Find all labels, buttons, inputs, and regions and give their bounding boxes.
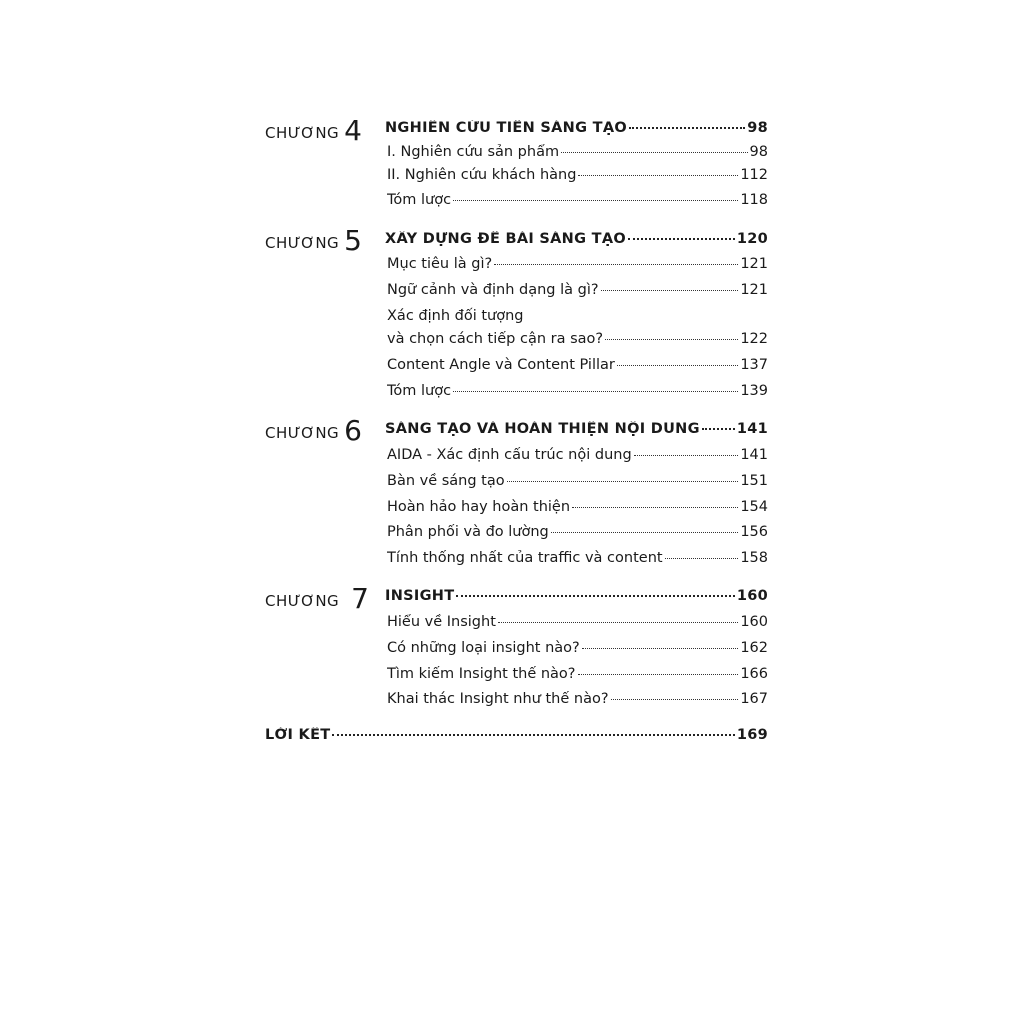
closing-heading[interactable] xyxy=(265,727,768,743)
page-number: 120 xyxy=(736,231,768,247)
dot-leader xyxy=(551,532,739,533)
chapter-label xyxy=(265,412,363,445)
chapter-heading[interactable] xyxy=(385,421,768,437)
page-number: 167 xyxy=(740,691,768,707)
entry-title: Phân phối và đo lường xyxy=(387,524,549,540)
chapter-number: 5 xyxy=(344,224,363,257)
dot-leader xyxy=(605,339,738,340)
chapter-number: 6 xyxy=(344,414,363,447)
toc-entry[interactable] xyxy=(387,331,768,347)
toc-entry[interactable] xyxy=(387,499,768,515)
entry-title: Ngữ cảnh và định dạng là gì? xyxy=(387,282,599,298)
chapter-title: INSIGHT xyxy=(385,588,455,604)
entry-title: I. Nghiên cứu sản phẩm xyxy=(387,144,560,160)
closing-title: LỜI KẾT xyxy=(265,727,331,743)
entry-title: Tóm lược xyxy=(387,192,452,208)
page-number: 118 xyxy=(740,192,768,208)
page-number: 160 xyxy=(740,614,768,630)
toc-entry[interactable] xyxy=(387,282,768,298)
dot-leader xyxy=(572,507,738,508)
entry-title: Content Angle và Content Pillar xyxy=(387,357,615,373)
toc-entry[interactable] xyxy=(387,383,768,399)
chapter-label xyxy=(265,222,363,255)
dot-leader xyxy=(634,455,739,456)
dot-leader xyxy=(665,558,739,559)
page-number: 166 xyxy=(740,666,768,682)
chapter-word: CHƯƠNG xyxy=(265,234,340,252)
chapter-word: CHƯƠNG xyxy=(265,592,340,610)
chapter-word: CHƯƠNG xyxy=(265,424,340,442)
dot-leader xyxy=(601,290,739,291)
toc-entry[interactable] xyxy=(387,550,768,566)
dot-leader xyxy=(507,481,739,482)
entry-title: Tính thống nhất của traffic và content xyxy=(387,550,663,566)
dot-leader xyxy=(561,152,747,153)
page-number: 98 xyxy=(749,144,768,160)
entry-title: Tìm kiếm Insight thế nào? xyxy=(387,666,576,682)
dot-leader xyxy=(702,428,735,430)
dot-leader xyxy=(332,734,734,736)
entry-title: và chọn cách tiếp cận ra sao? xyxy=(387,331,604,347)
entry-title: AIDA - Xác định cấu trúc nội dung xyxy=(387,447,632,463)
entry-title-line1: Xác định đối tượng xyxy=(387,308,524,324)
dot-leader xyxy=(578,175,738,176)
toc-entry[interactable] xyxy=(387,691,768,707)
entry-title: Tóm lược xyxy=(387,383,452,399)
page-number: 169 xyxy=(736,727,768,743)
chapter-word: CHƯƠNG xyxy=(265,124,340,142)
toc-entry[interactable] xyxy=(387,357,768,373)
page-number: 98 xyxy=(747,120,768,136)
page-number: 121 xyxy=(740,256,768,272)
dot-leader xyxy=(456,595,734,597)
page-number: 137 xyxy=(740,357,768,373)
page-number: 139 xyxy=(740,383,768,399)
chapter-label xyxy=(265,112,363,145)
page-number: 141 xyxy=(740,447,768,463)
page-number: 141 xyxy=(736,421,768,437)
chapter-title: NGHIÊN CỨU TIỀN SÁNG TẠO xyxy=(385,120,627,136)
toc-entry[interactable] xyxy=(387,192,768,208)
chapter-title: SÁNG TẠO VÀ HOÀN THIỆN NỘI DUNG xyxy=(385,421,700,437)
toc-entry[interactable] xyxy=(387,167,768,183)
page-number: 112 xyxy=(740,167,768,183)
page-number: 160 xyxy=(736,588,768,604)
dot-leader xyxy=(494,264,738,265)
dot-leader xyxy=(617,365,738,366)
entry-title: Hoàn hảo hay hoàn thiện xyxy=(387,499,571,515)
chapter-number: 7 xyxy=(351,582,370,615)
dot-leader xyxy=(453,200,738,201)
dot-leader xyxy=(629,127,745,129)
chapter-number: 4 xyxy=(344,114,363,147)
page-number: 122 xyxy=(740,331,768,347)
dot-leader xyxy=(453,391,738,392)
toc-entry[interactable] xyxy=(387,524,768,540)
toc-entry[interactable] xyxy=(387,256,768,272)
chapter-heading[interactable] xyxy=(385,120,768,136)
chapter-title: XÂY DỰNG ĐỀ BÀI SÁNG TẠO xyxy=(385,231,627,247)
dot-leader xyxy=(628,238,735,240)
chapter-heading[interactable] xyxy=(385,231,768,247)
entry-title: Có những loại insight nào? xyxy=(387,640,580,656)
dot-leader xyxy=(578,674,739,675)
entry-title: Bàn về sáng tạo xyxy=(387,473,505,489)
toc-entry[interactable] xyxy=(387,473,768,489)
toc-entry[interactable] xyxy=(387,614,768,630)
entry-title: Mục tiêu là gì? xyxy=(387,256,493,272)
dot-leader xyxy=(582,648,739,649)
toc-entry[interactable] xyxy=(387,640,768,656)
page-number: 151 xyxy=(740,473,768,489)
toc-entry[interactable] xyxy=(387,666,768,682)
chapter-label xyxy=(265,580,370,613)
entry-title: II. Nghiên cứu khách hàng xyxy=(387,167,577,183)
page-number: 154 xyxy=(740,499,768,515)
entry-title: Hiểu về Insight xyxy=(387,614,496,630)
toc-entry[interactable] xyxy=(387,144,768,160)
page-number: 121 xyxy=(740,282,768,298)
entry-title: Khai thác Insight như thế nào? xyxy=(387,691,609,707)
toc-entry[interactable] xyxy=(387,447,768,463)
chapter-heading[interactable] xyxy=(385,588,768,604)
page-number: 156 xyxy=(740,524,768,540)
dot-leader xyxy=(498,622,738,623)
page-number: 162 xyxy=(740,640,768,656)
dot-leader xyxy=(611,699,739,700)
page-number: 158 xyxy=(740,550,768,566)
